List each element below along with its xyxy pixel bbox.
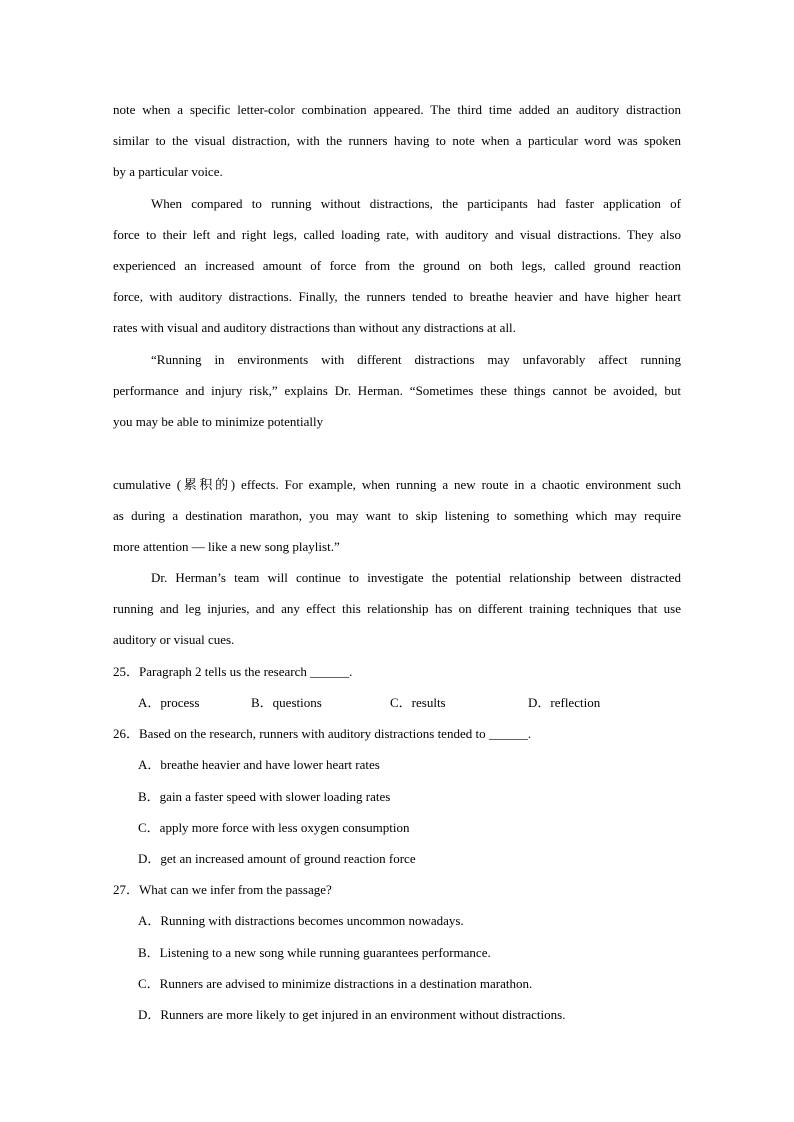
option-26-a[interactable] [138,756,380,774]
question-number: 25． [113,664,140,679]
question-stem: Paragraph 2 tells us the research ______. [139,664,353,679]
option-letter: C． [138,820,160,835]
passage-line: similar to the visual distraction, with the runners having to note when a particular word was spoken [113,133,681,148]
option-25-b[interactable] [251,694,322,712]
passage-line: “Running in environments with different distractions may unfavorably affect running [151,352,681,367]
passage-line: running and leg injuries, and any effect this relationship has on different training techniques that use [113,601,681,616]
question-number: 27． [113,882,140,897]
option-text: Runners are more likely to get injured in an environment without distractions. [160,1007,566,1022]
passage-line: by a particular voice. [113,164,223,179]
option-25-c[interactable] [390,694,446,712]
question-25 [113,663,352,681]
option-letter: C． [390,695,412,710]
passage-line: note when a specific letter-color combination appeared. The third time added an auditory distraction [113,102,681,117]
option-text: Runners are advised to minimize distractions in a destination marathon. [159,976,533,991]
option-text: breathe heavier and have lower heart rates [160,757,380,772]
passage-line: force, with auditory distractions. Finally, the runners tended to breathe heavier and have higher heart [113,289,681,304]
option-letter: B． [251,695,273,710]
option-letter: B． [138,789,160,804]
option-letter: D． [138,851,161,866]
passage-line: rates with visual and auditory distractions than without any distractions at all. [113,320,516,335]
passage-line: more attention — like a new song playlist.” [113,539,340,554]
option-27-a[interactable] [138,912,464,930]
option-27-b[interactable] [138,944,491,962]
option-letter: B． [138,945,160,960]
question-26 [113,725,531,743]
passage-line: you may be able to minimize potentially [113,414,324,429]
option-26-b[interactable] [138,788,390,806]
option-text: reflection [550,695,601,710]
option-text: process [160,695,200,710]
passage-line: cumulative (累积的) effects. For example, when running a new route in a chaotic environment such [113,477,681,492]
option-letter: A． [138,695,161,710]
passage-line: When compared to running without distractions, the participants had faster application of [151,196,681,211]
question-number: 26． [113,726,140,741]
question-stem: What can we infer from the passage? [139,882,332,897]
option-text: Listening to a new song while running guarantees performance. [159,945,491,960]
option-25-d[interactable] [528,694,600,712]
question-27 [113,881,332,899]
option-text: results [411,695,446,710]
passage-line: Dr. Herman’s team will continue to investigate the potential relationship between distracted [151,570,681,585]
option-text: get an increased amount of ground reaction force [160,851,416,866]
passage-line: experienced an increased amount of force from the ground on both legs, called ground reaction [113,258,681,273]
passage-line: auditory or visual cues. [113,632,235,647]
option-letter: A． [138,913,161,928]
option-letter: A． [138,757,161,772]
passage-line: performance and injury risk,” explains Dr. Herman. “Sometimes these things cannot be avoided, but [113,383,681,398]
option-27-d[interactable] [138,1006,565,1024]
question-stem: Based on the research, runners with auditory distractions tended to ______. [139,726,532,741]
option-25-a[interactable] [138,694,199,712]
passage-line: force to their left and right legs, called loading rate, with auditory and visual distractions. They also [113,227,681,242]
option-27-c[interactable] [138,975,532,993]
passage-line: as during a destination marathon, you may want to skip listening to something which may require [113,508,681,523]
option-text: questions [272,695,322,710]
option-text: apply more force with less oxygen consumption [159,820,410,835]
option-text: Running with distractions becomes uncommon nowadays. [160,913,464,928]
option-26-c[interactable] [138,819,410,837]
option-letter: D． [528,695,551,710]
option-26-d[interactable] [138,850,416,868]
option-letter: D． [138,1007,161,1022]
option-text: gain a faster speed with slower loading rates [159,789,391,804]
option-letter: C． [138,976,160,991]
